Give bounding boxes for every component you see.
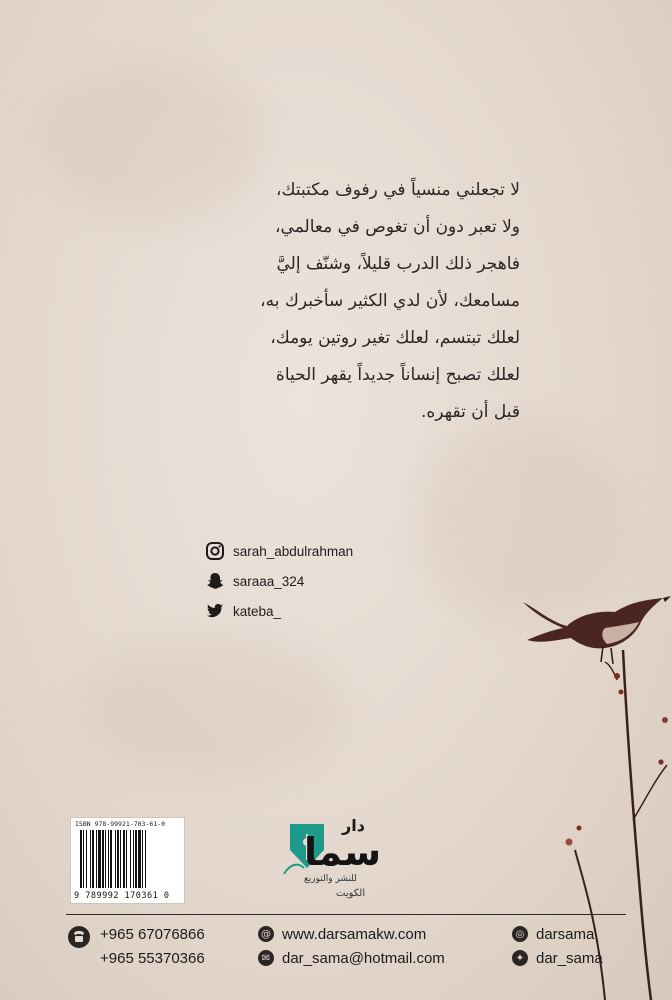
barcode-number: 9 789992 170361 0 bbox=[74, 891, 170, 901]
contact-website bbox=[258, 924, 426, 944]
barcode-bar bbox=[83, 830, 84, 888]
barcode-bar bbox=[90, 830, 91, 888]
barcode-bar bbox=[98, 830, 101, 888]
twitter-icon: ✦ bbox=[512, 950, 528, 966]
snapchat-icon bbox=[204, 570, 226, 592]
email-address: dar_sama@hotmail.com bbox=[282, 949, 445, 967]
author-instagram-handle: sarah_abdulrahman bbox=[233, 543, 354, 559]
publisher-twitter-handle: dar_sama bbox=[536, 949, 603, 967]
contact-email bbox=[258, 948, 445, 968]
author-snapchat-handle: saraaa_324 bbox=[233, 573, 305, 589]
poem-line: لعلك تبتسم، لعلك تغير روتين يومك، bbox=[270, 328, 520, 348]
contact-divider bbox=[66, 914, 626, 915]
paper-stain bbox=[80, 640, 340, 780]
barcode-bar bbox=[135, 830, 137, 888]
barcode-bar bbox=[102, 830, 104, 888]
barcode-bar bbox=[92, 830, 94, 888]
author-social-links bbox=[204, 536, 353, 626]
contact-phone-2 bbox=[100, 948, 205, 968]
poem-line: مسامعك، لأن لدي الكثير سأخبرك به، bbox=[260, 291, 520, 311]
barcode-bar bbox=[96, 830, 97, 888]
poem-line: ولا تعبر دون أن تغوص في معالمي، bbox=[275, 217, 520, 237]
author-snapchat bbox=[204, 566, 353, 596]
contact-phone-1 bbox=[100, 924, 205, 944]
publisher-instagram-handle: darsama bbox=[536, 925, 595, 943]
phone-number-2: +965 55370366 bbox=[100, 949, 205, 967]
poem-line: قبل أن تقهره. bbox=[420, 402, 520, 422]
contact-twitter bbox=[512, 948, 603, 968]
publisher-location: الكويت bbox=[336, 888, 366, 899]
isbn-barcode bbox=[70, 817, 185, 904]
barcode-bar bbox=[123, 830, 125, 888]
website-url: www.darsamakw.com bbox=[282, 925, 427, 943]
barcode-bar bbox=[86, 830, 87, 888]
barcode-bar bbox=[108, 830, 109, 888]
twitter-icon bbox=[204, 600, 226, 622]
instagram-icon bbox=[204, 540, 226, 562]
email-icon: ✉ bbox=[258, 950, 274, 966]
publisher-name: سما bbox=[304, 830, 382, 874]
instagram-icon: ◎ bbox=[512, 926, 528, 942]
barcode-bar bbox=[130, 830, 131, 888]
publisher-dar: دار bbox=[342, 816, 365, 835]
barcode-bar bbox=[105, 830, 106, 888]
back-cover-poem bbox=[190, 172, 520, 431]
contact-instagram bbox=[512, 924, 594, 944]
barcode-bar bbox=[133, 830, 134, 888]
publisher-logo bbox=[276, 816, 386, 906]
phone-number-1: +965 67076866 bbox=[100, 925, 205, 943]
isbn-label: ISBN 978-99921-703-61-0 bbox=[75, 820, 166, 828]
poem-line: لا تجعلني منسياً في رفوف مكتبتك، bbox=[276, 180, 520, 200]
barcode-bar bbox=[142, 830, 143, 888]
poem-line: فاهجر ذلك الدرب قليلاً، وشنّف إليَّ bbox=[276, 254, 520, 274]
publisher-tagline: للنشر والتوزيع bbox=[304, 874, 357, 884]
barcode-bar bbox=[115, 830, 116, 888]
barcode-bar bbox=[120, 830, 121, 888]
barcode-bar bbox=[110, 830, 112, 888]
phone-icon bbox=[68, 926, 90, 948]
author-instagram bbox=[204, 536, 353, 566]
barcode-bar bbox=[138, 830, 141, 888]
author-twitter-handle: kateba_ bbox=[233, 603, 282, 619]
barcode-bar bbox=[145, 830, 146, 888]
barcode-bar bbox=[126, 830, 127, 888]
poem-line: لعلك تصبح إنساناً جديداً يقهر الحياة bbox=[275, 365, 520, 385]
author-twitter bbox=[204, 596, 353, 626]
barcode-bar bbox=[80, 830, 82, 888]
web-icon: @ bbox=[258, 926, 274, 942]
barcode-bars bbox=[79, 830, 175, 888]
barcode-bar bbox=[117, 830, 119, 888]
